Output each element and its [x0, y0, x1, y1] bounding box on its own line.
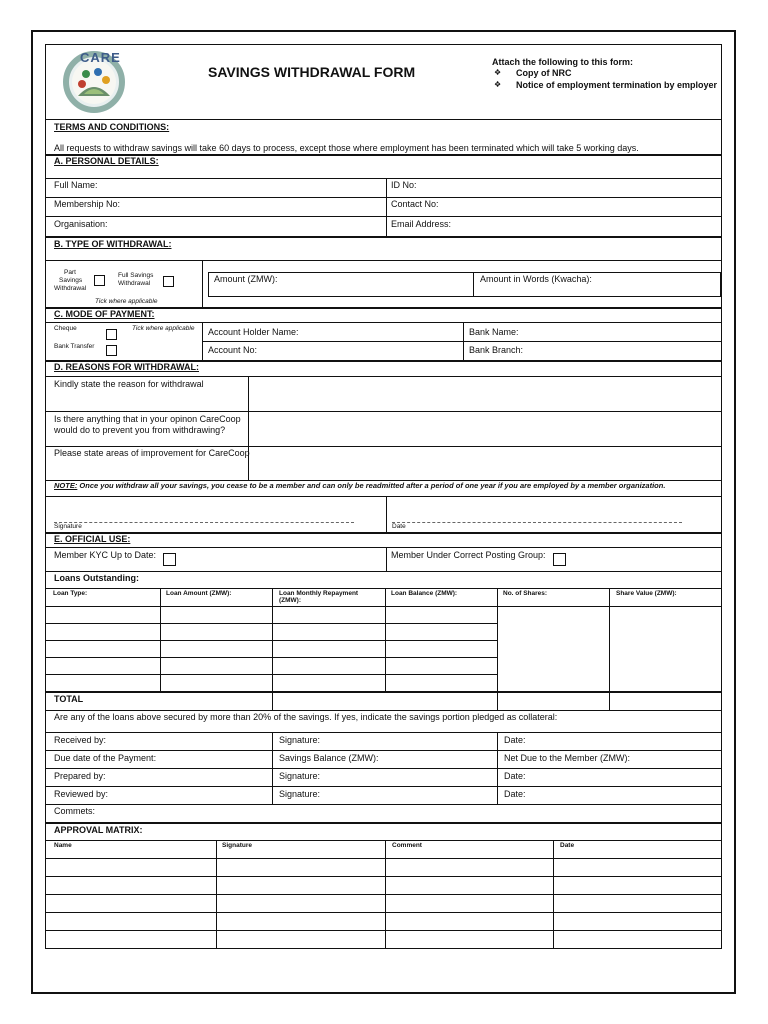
loan-repayment-cell[interactable]	[273, 607, 384, 622]
received-by-label: Received by:	[54, 735, 107, 745]
organisation-label: Organisation:	[54, 219, 108, 229]
loan-type-cell[interactable]	[47, 607, 159, 622]
account-holder-label: Account Holder Name:	[208, 327, 299, 337]
membership-no-label: Membership No:	[54, 199, 121, 209]
loan-col-shares: No. of Shares:	[503, 590, 548, 597]
posting-group-checkbox[interactable]	[553, 553, 566, 566]
section-b-heading: B. TYPE OF WITHDRAWAL:	[54, 239, 172, 249]
note-text	[54, 481, 665, 490]
full-savings-label-2: Withdrawal	[118, 280, 151, 287]
amount-words-label: Amount in Words (Kwacha):	[480, 274, 592, 284]
bullet-icon: ❖	[494, 80, 502, 89]
comments-label: Commets:	[54, 806, 96, 816]
attach-title: Attach the following to this form:	[492, 57, 633, 67]
email-label: Email Address:	[391, 219, 452, 229]
note-body: Once you withdraw all your savings, you cease to be a member and can only be readmitted after a period of one year if you are employed by a member organization.	[77, 481, 666, 490]
prepared-date-label: Date:	[504, 771, 526, 781]
prevent-label-1: Is there anything that in your opinon CareCoop	[54, 414, 241, 424]
total-label: TOTAL	[54, 694, 84, 704]
bank-transfer-label: Bank Transfer	[54, 343, 95, 350]
approval-heading: APPROVAL MATRIX:	[54, 825, 143, 835]
loan-col-type: Loan Type:	[53, 590, 88, 597]
terms-heading: TERMS AND CONDITIONS:	[54, 122, 170, 132]
cheque-checkbox[interactable]	[106, 329, 117, 340]
section-d-heading: D. REASONS FOR WITHDRAWAL:	[54, 362, 199, 372]
cheque-label: Cheque	[54, 325, 77, 332]
posting-group-label: Member Under Correct Posting Group:	[391, 550, 546, 560]
part-savings-label-2: Savings	[59, 277, 83, 284]
full-name-label: Full Name:	[54, 180, 98, 190]
tick-hint-c: Tick where applicable	[132, 325, 195, 332]
part-savings-checkbox[interactable]	[94, 275, 105, 286]
kyc-label: Member KYC Up to Date:	[54, 550, 157, 560]
approval-col-signature: Signature	[222, 842, 252, 849]
section-a-heading: A. PERSONAL DETAILS:	[54, 156, 159, 166]
approval-col-comment: Comment	[392, 842, 422, 849]
bank-name-label: Bank Name:	[469, 327, 519, 337]
loan-col-repayment: Loan Monthly Repayment	[279, 590, 359, 597]
part-savings-label-1: Part	[64, 269, 76, 276]
improvement-label: Please state areas of improvement for CareCoop	[54, 448, 250, 458]
attach-item-nrc: Copy of NRC	[516, 68, 572, 78]
share-value-cell[interactable]	[610, 607, 720, 690]
note-label: NOTE:	[54, 481, 78, 490]
care-coop-logo	[58, 48, 132, 114]
approval-col-date: Date	[560, 842, 575, 849]
section-c-heading: C. MODE OF PAYMENT:	[54, 309, 155, 319]
part-savings-label-3: Withdrawal	[54, 285, 87, 292]
id-no-label: ID No:	[391, 180, 417, 190]
loan-amount-cell[interactable]	[161, 607, 271, 622]
reviewed-signature-label: Signature:	[279, 789, 321, 799]
net-due-label: Net Due to the Member (ZMW):	[504, 753, 631, 763]
full-savings-checkbox[interactable]	[163, 276, 174, 287]
amount-label: Amount (ZMW):	[214, 274, 278, 284]
reason-label: Kindly state the reason for withdrawal	[54, 379, 204, 389]
full-savings-label-1: Full Savings	[118, 272, 154, 279]
received-date-label: Date:	[504, 735, 526, 745]
loan-balance-cell[interactable]	[386, 607, 496, 622]
bank-branch-label: Bank Branch:	[469, 345, 524, 355]
kyc-checkbox[interactable]	[163, 553, 176, 566]
loan-col-share-value: Share Value (ZMW):	[616, 590, 677, 597]
bullet-icon: ❖	[494, 68, 502, 77]
attach-item-termination: Notice of employment termination by employer	[516, 80, 718, 90]
account-no-label: Account No:	[208, 345, 258, 355]
loan-col-balance: Loan Balance (ZMW):	[391, 590, 458, 597]
logo-text: CARE	[80, 50, 121, 65]
tick-hint-b: Tick where applicable	[95, 298, 158, 305]
secured-question: Are any of the loans above secured by more than 20% of the savings. If yes, indicate the savings portion pledged as collateral:	[54, 712, 558, 722]
approval-col-name: Name	[54, 842, 72, 849]
loan-col-repayment-sub: (ZMW):	[279, 597, 302, 604]
contact-no-label: Contact No:	[391, 199, 439, 209]
reviewed-by-label: Reviewed by:	[54, 789, 109, 799]
section-e-heading: E. OFFICIAL USE:	[54, 534, 131, 544]
date-label-d: Date	[392, 523, 406, 530]
due-date-label: Due date of the Payment:	[54, 753, 157, 763]
savings-balance-label: Savings Balance (ZMW):	[279, 753, 379, 763]
shares-cell[interactable]	[498, 607, 608, 690]
terms-text: All requests to withdraw savings will take 60 days to process, except those where employment has been terminated which will take 5 working days.	[54, 143, 639, 153]
loans-heading: Loans Outstanding:	[54, 573, 139, 583]
reviewed-date-label: Date:	[504, 789, 526, 799]
form-title: SAVINGS WITHDRAWAL FORM	[208, 64, 416, 80]
prevent-label-2: would do to prevent you from withdrawing?	[54, 425, 226, 435]
prepared-by-label: Prepared by:	[54, 771, 106, 781]
loan-col-amount: Loan Amount (ZMW):	[166, 590, 232, 597]
signature-label-d: Signature	[54, 523, 82, 530]
bank-transfer-checkbox[interactable]	[106, 345, 117, 356]
prepared-signature-label: Signature:	[279, 771, 321, 781]
received-signature-label: Signature:	[279, 735, 321, 745]
